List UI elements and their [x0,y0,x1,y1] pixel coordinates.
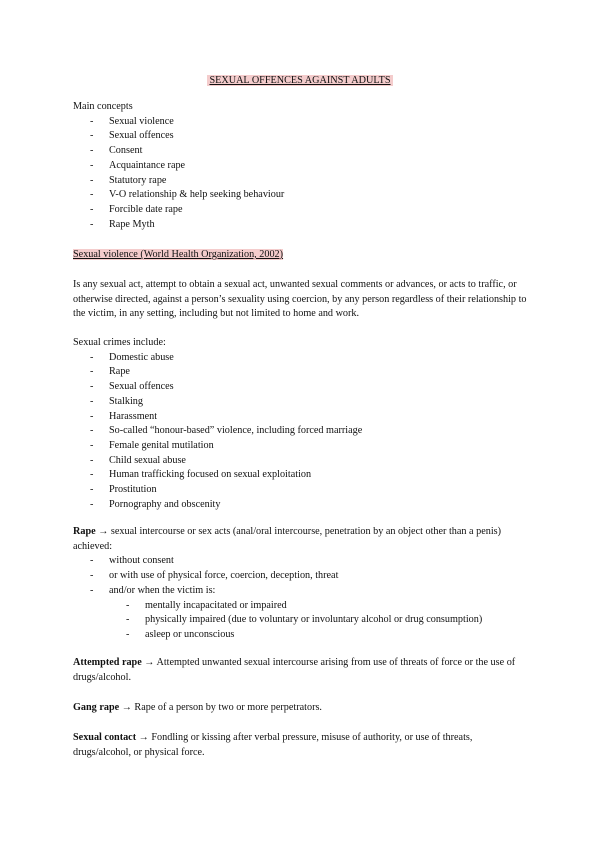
list-item: - Harassment [73,410,528,425]
main-concepts-heading: Main concepts [73,101,133,112]
main-concepts-list [73,115,528,233]
list-item: - mentally incapacitated or impaired [73,599,528,614]
sexual-crimes-heading: Sexual crimes include: [73,337,166,348]
list-item: - asleep or unconscious [73,628,528,643]
sexual-violence-heading: Sexual violence (World Health Organization, 2002) [73,249,284,260]
list-item: - Female genital mutilation [73,439,528,454]
rape-definition [73,525,528,554]
sexual-contact-text: → Fondling or kissing after verbal pressure, misuse of authority, or use of threats, drugs/alcohol, or physical force. [73,732,473,758]
list-item: - or with use of physical force, coercion, deception, threat [73,569,528,584]
list-item: - Human trafficking focused on sexual exploitation [73,468,528,483]
list-item: - So-called “honour-based” violence, including forced marriage [73,424,528,439]
rape-conditions-list [73,554,528,598]
list-item: - Domestic abuse [73,351,528,366]
rape-section [73,525,528,643]
rape-definition-text: → sexual intercourse or sex acts (anal/oral intercourse, penetration by an object other than a penis) achieved: [73,526,502,552]
page-title: SEXUAL OFFENCES AGAINST ADULTS [209,75,391,86]
list-item: - Stalking [73,395,528,410]
list-item: - Sexual offences [73,380,528,395]
attempted-rape-text: → Attempted unwanted sexual intercourse arising from use of threats of force or the use of drugs/alcohol. [73,657,516,683]
gang-rape-term: Gang rape [73,702,120,713]
attempted-rape-definition [73,656,528,685]
list-item: - and/or when the victim is: [73,584,528,599]
sexual-crimes-list [73,351,528,513]
main-concepts-section [73,100,528,232]
list-item: - Sexual offences [73,129,528,144]
list-item: - Pornography and obscenity [73,498,528,513]
list-item: - without consent [73,554,528,569]
list-item: - Forcible date rape [73,203,528,218]
rape-victim-state-list [73,599,528,643]
list-item: - V-O relationship & help seeking behaviour [73,188,528,203]
gang-rape-text: → Rape of a person by two or more perpetrators. [119,702,322,713]
list-item: - Rape Myth [73,218,528,233]
gang-rape-definition [73,701,528,716]
sexual-contact-definition [73,731,528,760]
sexual-contact-term: Sexual contact [73,732,137,743]
sexual-crimes-section [73,336,528,512]
list-item: - Sexual violence [73,115,528,130]
attempted-rape-term: Attempted rape [73,657,142,668]
list-item: - Prostitution [73,483,528,498]
list-item: - Statutory rape [73,174,528,189]
list-item: - Child sexual abuse [73,454,528,469]
list-item: - Acquaintance rape [73,159,528,174]
list-item: - Consent [73,144,528,159]
list-item: - physically impaired (due to voluntary or involuntary alcohol or drug consumption) [73,613,528,628]
list-item: - Rape [73,365,528,380]
rape-term: Rape [73,526,96,537]
sexual-violence-definition: Is any sexual act, attempt to obtain a sexual act, unwanted sexual comments or advances, or acts to traffic, or otherwise directed, against a person’s sexuality using coercion, by any person regardless of their relationship to the victim, in any setting, including but not limited to home and work. [73,279,527,320]
